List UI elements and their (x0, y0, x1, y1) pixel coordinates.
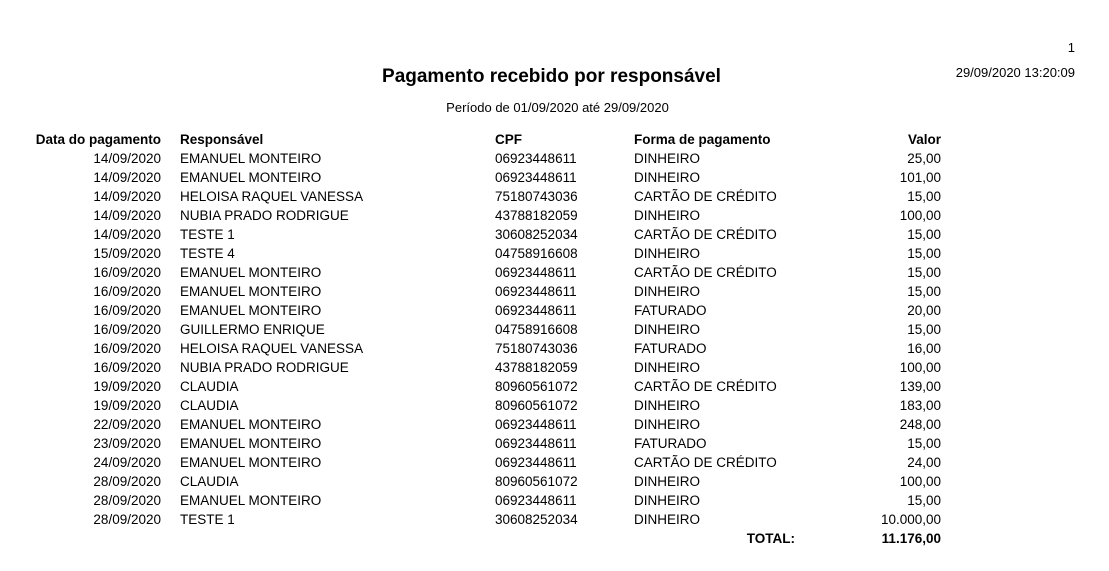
cell-payment-method: CARTÃO DE CRÉDITO (634, 455, 777, 470)
cell-cpf: 43788182059 (495, 208, 578, 223)
cell-payment-method: FATURADO (634, 436, 707, 451)
column-header-responsible: Responsável (180, 132, 264, 147)
table-header-row (0, 130, 941, 149)
cell-date: 19/09/2020 (93, 379, 161, 394)
cell-responsible: CLAUDIA (180, 398, 239, 413)
cell-responsible: EMANUEL MONTEIRO (180, 417, 322, 432)
cell-date: 16/09/2020 (93, 360, 161, 375)
cell-responsible: TESTE 1 (180, 512, 235, 527)
table-row (0, 472, 941, 491)
cell-date: 14/09/2020 (93, 170, 161, 185)
cell-cpf: 04758916608 (495, 246, 578, 261)
cell-date: 23/09/2020 (93, 436, 161, 451)
cell-responsible: EMANUEL MONTEIRO (180, 284, 322, 299)
column-header-cpf: CPF (495, 132, 522, 147)
cell-payment-method: DINHEIRO (634, 170, 701, 185)
cell-cpf: 06923448611 (495, 284, 577, 299)
table-row (0, 510, 941, 529)
cell-value: 24,00 (907, 455, 941, 470)
cell-responsible: TESTE 4 (180, 246, 235, 261)
cell-payment-method: DINHEIRO (634, 284, 701, 299)
total-row (0, 529, 941, 548)
cell-responsible: NUBIA PRADO RODRIGUE (180, 208, 349, 223)
cell-cpf: 06923448611 (495, 151, 577, 166)
cell-payment-method: FATURADO (634, 341, 707, 356)
cell-payment-method: DINHEIRO (634, 208, 701, 223)
cell-payment-method: DINHEIRO (634, 246, 701, 261)
cell-payment-method: CARTÃO DE CRÉDITO (634, 189, 777, 204)
report-title: Pagamento recebido por responsável (382, 66, 721, 87)
table-row (0, 282, 941, 301)
cell-cpf: 30608252034 (495, 512, 578, 527)
cell-cpf: 06923448611 (495, 493, 577, 508)
total-value: 11.176,00 (881, 531, 941, 546)
table-row (0, 168, 941, 187)
column-header-payment-method: Forma de pagamento (634, 132, 771, 147)
cell-cpf: 06923448611 (495, 170, 577, 185)
table-row (0, 339, 941, 358)
cell-date: 14/09/2020 (93, 227, 161, 242)
table-row (0, 187, 941, 206)
cell-value: 101,00 (899, 170, 941, 185)
table-row (0, 225, 941, 244)
cell-responsible: EMANUEL MONTEIRO (180, 170, 322, 185)
cell-value: 15,00 (907, 265, 941, 280)
page-number: 1 (1067, 40, 1075, 55)
table-row (0, 453, 941, 472)
cell-cpf: 30608252034 (495, 227, 578, 242)
cell-value: 15,00 (907, 284, 941, 299)
column-header-value: Valor (907, 132, 941, 147)
table-row (0, 396, 941, 415)
cell-date: 28/09/2020 (93, 512, 161, 527)
cell-cpf: 04758916608 (495, 322, 578, 337)
cell-date: 16/09/2020 (93, 265, 161, 280)
cell-cpf: 80960561072 (495, 379, 578, 394)
cell-payment-method: FATURADO (634, 303, 707, 318)
cell-date: 14/09/2020 (93, 151, 161, 166)
cell-value: 100,00 (899, 208, 941, 223)
cell-date: 28/09/2020 (93, 474, 161, 489)
cell-payment-method: DINHEIRO (634, 493, 701, 508)
cell-value: 183,00 (899, 398, 941, 413)
report-timestamp: 29/09/2020 13:20:09 (955, 65, 1075, 80)
payments-table (0, 130, 941, 548)
cell-date: 14/09/2020 (93, 208, 161, 223)
table-row (0, 434, 941, 453)
cell-responsible: GUILLERMO ENRIQUE (180, 322, 325, 337)
cell-date: 22/09/2020 (93, 417, 161, 432)
table-row (0, 244, 941, 263)
table-row (0, 263, 941, 282)
cell-responsible: EMANUEL MONTEIRO (180, 303, 322, 318)
cell-responsible: TESTE 1 (180, 227, 235, 242)
cell-cpf: 80960561072 (495, 474, 578, 489)
cell-responsible: CLAUDIA (180, 379, 239, 394)
cell-cpf: 75180743036 (495, 189, 578, 204)
cell-responsible: EMANUEL MONTEIRO (180, 436, 322, 451)
cell-date: 14/09/2020 (93, 189, 161, 204)
cell-responsible: EMANUEL MONTEIRO (180, 455, 322, 470)
cell-date: 19/09/2020 (93, 398, 161, 413)
cell-date: 15/09/2020 (93, 246, 161, 261)
cell-value: 15,00 (907, 189, 941, 204)
cell-value: 25,00 (907, 151, 941, 166)
table-row (0, 377, 941, 396)
cell-cpf: 06923448611 (495, 303, 577, 318)
table-row (0, 301, 941, 320)
column-header-date: Data do pagamento (35, 132, 161, 147)
cell-payment-method: CARTÃO DE CRÉDITO (634, 265, 777, 280)
cell-payment-method: DINHEIRO (634, 322, 701, 337)
cell-value: 15,00 (907, 436, 941, 451)
cell-payment-method: DINHEIRO (634, 151, 701, 166)
cell-cpf: 06923448611 (495, 265, 577, 280)
table-row (0, 320, 941, 339)
cell-responsible: EMANUEL MONTEIRO (180, 493, 322, 508)
table-body (0, 149, 941, 529)
table-row (0, 415, 941, 434)
cell-date: 16/09/2020 (93, 284, 161, 299)
cell-cpf: 06923448611 (495, 436, 577, 451)
table-row (0, 491, 941, 510)
cell-cpf: 06923448611 (495, 417, 577, 432)
cell-payment-method: DINHEIRO (634, 360, 701, 375)
cell-value: 16,00 (907, 341, 941, 356)
total-label: TOTAL: (746, 531, 795, 546)
table-row (0, 206, 941, 225)
cell-responsible: NUBIA PRADO RODRIGUE (180, 360, 349, 375)
cell-payment-method: CARTÃO DE CRÉDITO (634, 227, 777, 242)
cell-value: 15,00 (907, 227, 941, 242)
cell-date: 24/09/2020 (93, 455, 161, 470)
cell-cpf: 06923448611 (495, 455, 577, 470)
table-row (0, 358, 941, 377)
cell-responsible: HELOISA RAQUEL VANESSA (180, 341, 364, 356)
cell-payment-method: DINHEIRO (634, 474, 701, 489)
cell-payment-method: CARTÃO DE CRÉDITO (634, 379, 777, 394)
cell-date: 28/09/2020 (93, 493, 161, 508)
cell-payment-method: DINHEIRO (634, 512, 701, 527)
table-row (0, 149, 941, 168)
cell-date: 16/09/2020 (93, 341, 161, 356)
cell-responsible: EMANUEL MONTEIRO (180, 265, 322, 280)
cell-value: 100,00 (899, 474, 941, 489)
cell-value: 100,00 (899, 360, 941, 375)
cell-responsible: CLAUDIA (180, 474, 239, 489)
cell-cpf: 75180743036 (495, 341, 578, 356)
cell-cpf: 43788182059 (495, 360, 578, 375)
cell-responsible: EMANUEL MONTEIRO (180, 151, 322, 166)
cell-payment-method: DINHEIRO (634, 398, 701, 413)
cell-cpf: 80960561072 (495, 398, 578, 413)
cell-value: 20,00 (907, 303, 941, 318)
cell-date: 16/09/2020 (93, 303, 161, 318)
cell-value: 15,00 (907, 493, 941, 508)
cell-responsible: HELOISA RAQUEL VANESSA (180, 189, 364, 204)
cell-value: 15,00 (907, 322, 941, 337)
cell-date: 16/09/2020 (93, 322, 161, 337)
cell-payment-method: DINHEIRO (634, 417, 701, 432)
report-period: Período de 01/09/2020 até 29/09/2020 (446, 100, 669, 115)
cell-value: 139,00 (899, 379, 941, 394)
cell-value: 15,00 (907, 246, 941, 261)
cell-value: 10.000,00 (880, 512, 941, 527)
cell-value: 248,00 (899, 417, 941, 432)
